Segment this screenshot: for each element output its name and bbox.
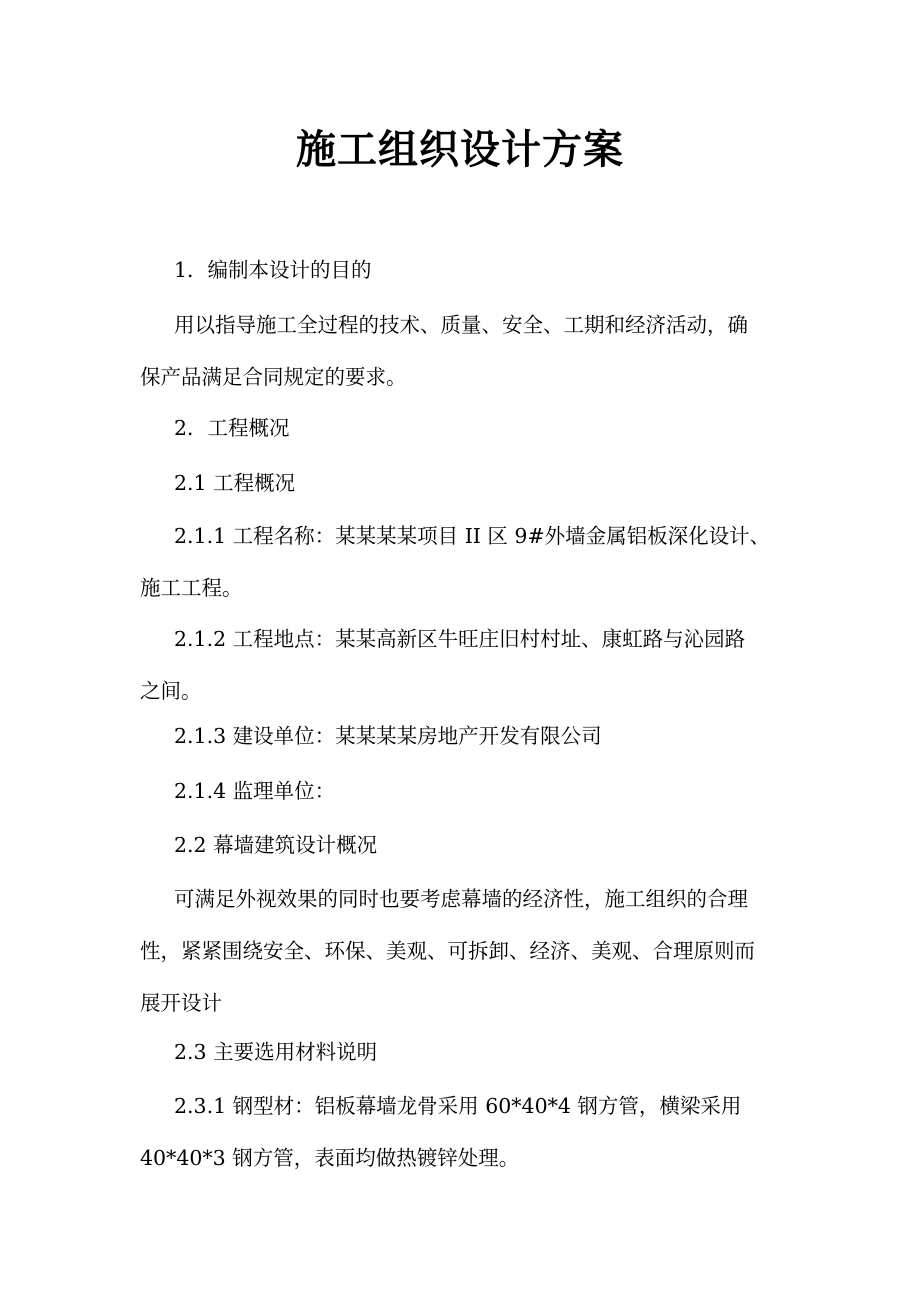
heading-2-3: [140, 1026, 790, 1078]
paragraph-line: 用以指导施工全过程的技术、质量、安全、工期和经济活动，确: [174, 313, 748, 337]
paragraph-line: 可满足外视效果的同时也要考虑幕墙的经济性，施工组织的合理: [174, 887, 748, 911]
paragraph-line: 2.1.1 工程名称：某某某某项目 II 区 9#外墙金属铝板深化设计、: [174, 524, 771, 548]
item-construction-unit: [140, 710, 790, 762]
heading-2-2: [140, 819, 790, 871]
document-title: 施工组织设计方案: [296, 126, 624, 173]
item-project-location: [140, 613, 790, 717]
heading-2-1: [140, 457, 790, 509]
paragraph-line: 之间。: [140, 679, 202, 703]
paragraph-line: 施工工程。: [140, 576, 243, 600]
heading-2-text: 2．工程概况: [174, 416, 290, 440]
heading-1: [140, 244, 790, 296]
paragraph-line: 40*40*3 钢方管，表面均做热镀锌处理。: [140, 1146, 520, 1170]
heading-2-2-text: 2.2 幕墙建筑设计概况: [174, 833, 378, 857]
item-supervision-unit: [140, 765, 790, 817]
heading-2-1-text: 2.1 工程概况: [174, 471, 296, 495]
heading-2-3-text: 2.3 主要选用材料说明: [174, 1040, 378, 1064]
item-project-name: [140, 510, 790, 614]
paragraph-line: 2.1.4 监理单位：: [174, 779, 336, 803]
item-steel-profiles: [140, 1080, 790, 1184]
paragraph-purpose: [140, 299, 790, 403]
paragraph-curtain-wall-design: [140, 873, 790, 1029]
paragraph-line: 保产品满足合同规定的要求。: [140, 365, 407, 389]
paragraph-line: 2.3.1 钢型材：铝板幕墙龙骨采用 60*40*4 钢方管，横梁采用: [174, 1094, 742, 1118]
paragraph-line: 性，紧紧围绕安全、环保、美观、可拆卸、经济、美观、合理原则而: [140, 939, 755, 963]
paragraph-line: 展开设计: [140, 991, 222, 1015]
paragraph-line: 2.1.3 建设单位：某某某某房地产开发有限公司: [174, 724, 602, 748]
paragraph-line: 2.1.2 工程地点：某某高新区牛旺庄旧村村址、康虹路与沁园路: [174, 627, 746, 651]
heading-2: [140, 402, 790, 454]
heading-1-text: 1．编制本设计的目的: [174, 258, 372, 282]
